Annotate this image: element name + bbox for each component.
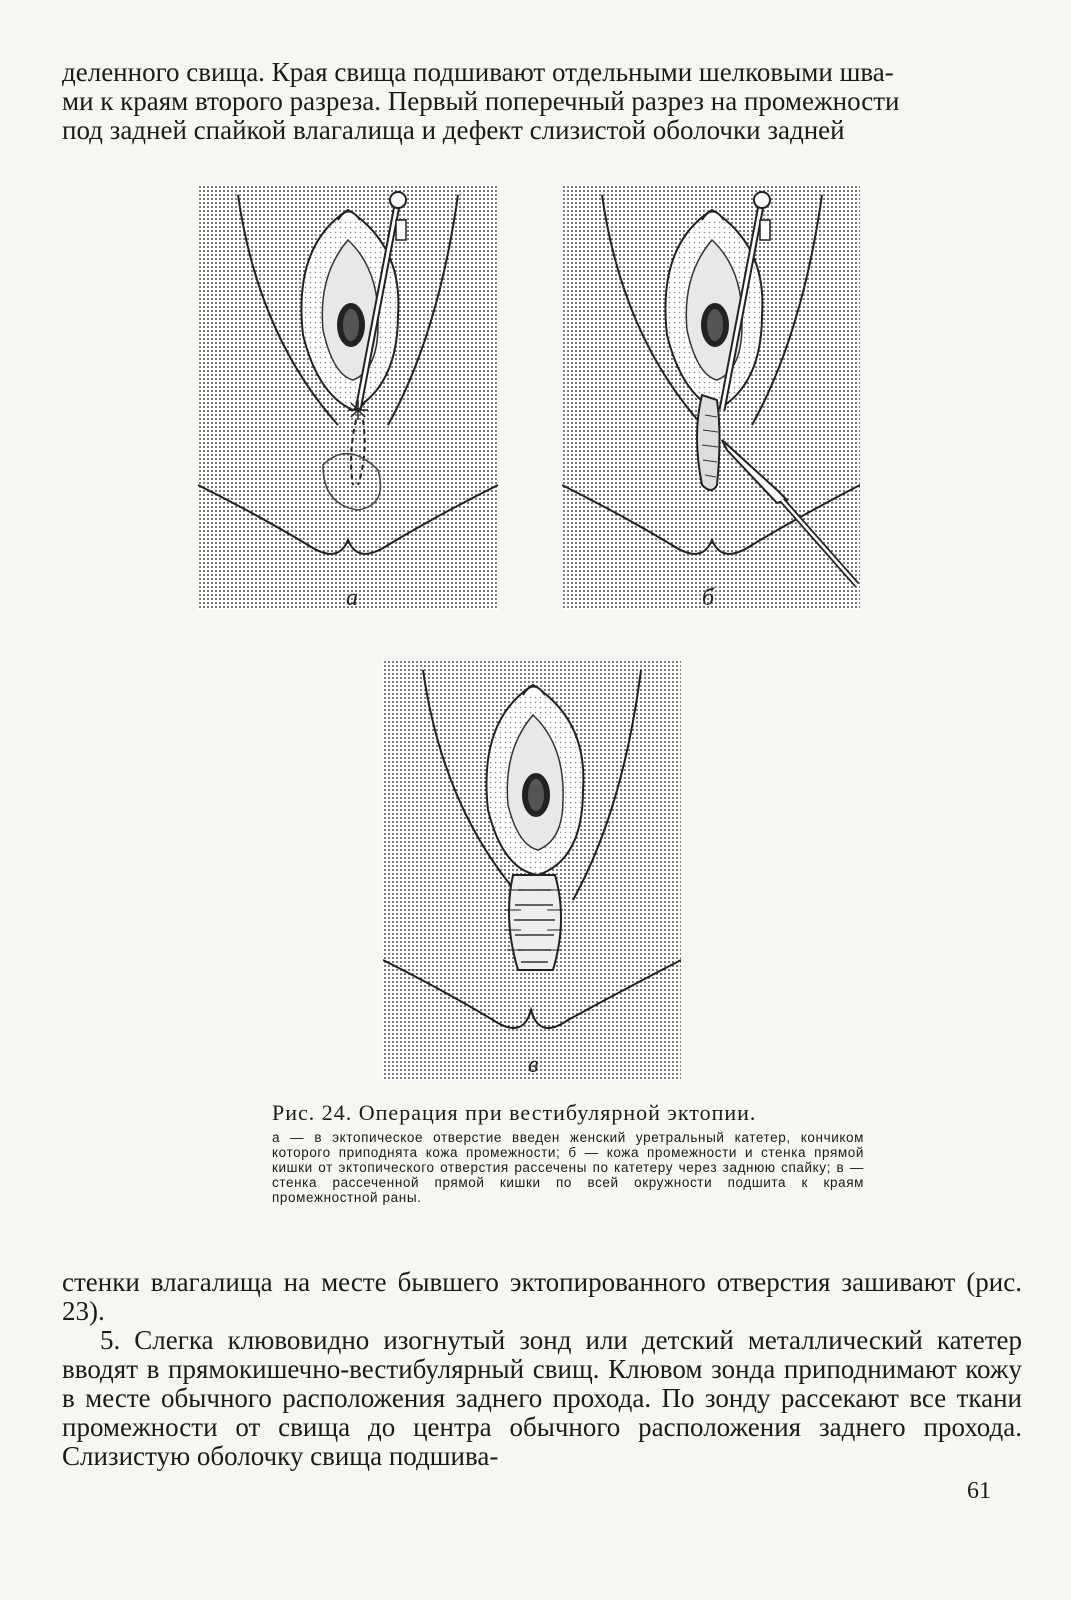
page-number: 61 <box>967 1478 991 1504</box>
bottom-paragraph-1: стенки влагалища на месте бывшего эктопированного отверстия зашивают (рис. 23). <box>62 1267 1022 1326</box>
top-text-line-1: деленного свища. Края свища подшивают отдельными шелковыми шва- <box>62 57 894 87</box>
illustration-a <box>198 185 498 610</box>
bottom-text <box>62 1268 1022 1471</box>
panel-label-c: в <box>528 1052 539 1078</box>
bottom-paragraph-2: 5. Слегка клювовидно изогнутый зонд или детский металлический катетер вводят в прямокишечно-вестибулярный свищ. Клювом зонда приподнимают кожу в месте обычного расположения заднего прохода. По зонду рассекают все ткани промежности от свища до центра обычного расположения заднего прохода. Слизистую оболочку свища подшива- <box>62 1325 1022 1471</box>
top-text-line-2: ми к краям второго разреза. Первый поперечный разрез на промежности <box>62 86 900 116</box>
figure-panel-c <box>383 660 681 1080</box>
figure-panel-b <box>562 185 860 610</box>
illustration-c <box>383 660 681 1080</box>
figure-caption-title: Рис. 24. Операция при вестибулярной эктопии. <box>272 1100 757 1125</box>
figure-caption-text: а — в эктопическое отверстие введен женский уретральный катетер, кончиком которого приподнята кожа промежности; б — кожа промежности и стенка прямой кишки от эктопического отверстия рассечены по катетеру через заднюю спайку; в — стенка рассеченной прямой кишки по всей окружности подшита к краям промежностной раны. <box>272 1130 864 1205</box>
figure-panel-a <box>198 185 498 610</box>
top-text-line-3: под задней спайкой влагалища и дефект слизистой оболочки задней <box>62 115 845 145</box>
illustration-b <box>562 185 860 610</box>
top-text <box>62 58 1022 145</box>
panel-label-a: а <box>346 585 358 610</box>
panel-label-b: б <box>702 585 715 610</box>
